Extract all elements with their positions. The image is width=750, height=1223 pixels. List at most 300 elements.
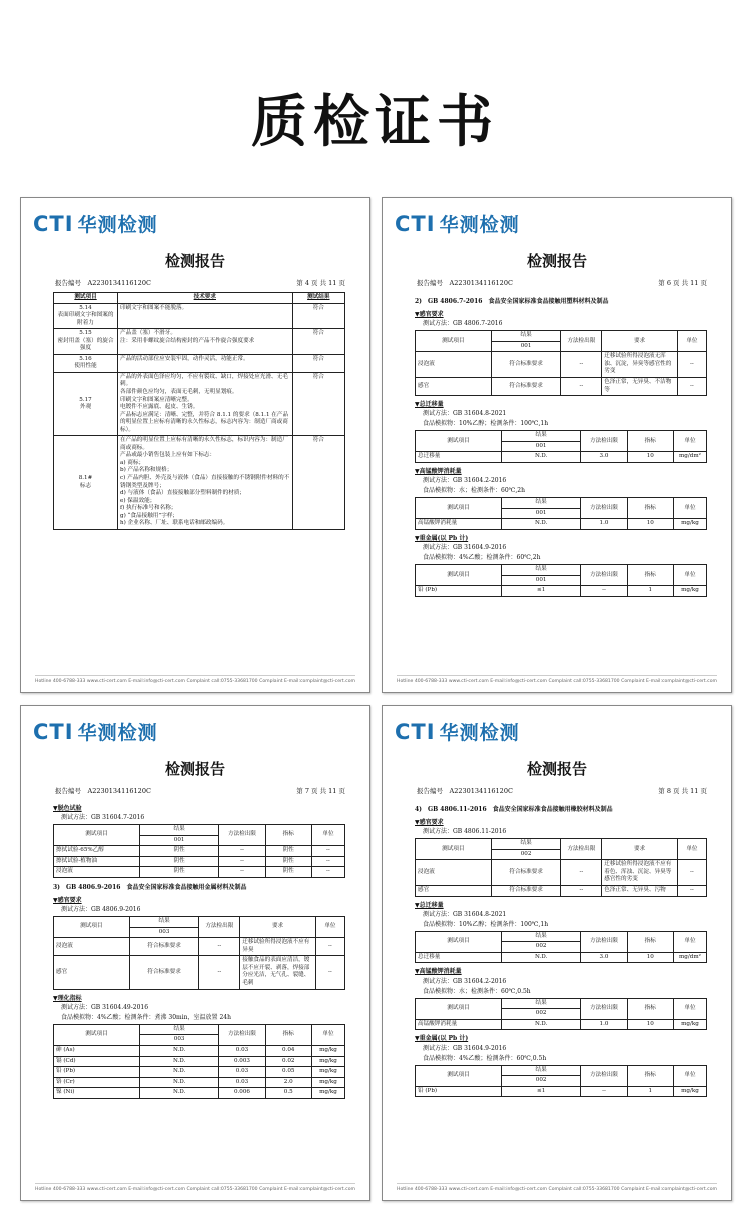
- table-cell: --: [219, 867, 265, 878]
- table-cell: 铅 (Pb): [416, 586, 502, 597]
- requirement-line: b) 产品名称和规格；: [120, 467, 173, 474]
- section-subtitle: ▼重金属(以 Pb 计): [415, 534, 469, 542]
- table-cell: N.D.: [501, 1019, 580, 1030]
- col-header: 测试项目: [416, 839, 492, 860]
- col-header: 要求: [602, 839, 678, 860]
- requirement-line: 印刷文字和图案不能脱落。: [120, 304, 188, 311]
- table-row: [54, 938, 345, 956]
- table-row: [54, 1077, 345, 1088]
- test-condition: 食品模拟物：4%乙酸；检测条件：60℃,2h: [423, 554, 541, 562]
- page-footer: Hotline 400-6788-333 www.cti-cert.com E-mail:info@cti-cert.com Complaint call:0755-33681700 Complaint E-mail:complaint@cti-cert.com: [397, 675, 717, 684]
- col-header: 结果: [501, 565, 580, 576]
- table-cell: 0.5: [265, 1088, 311, 1099]
- report-heading: 检测报告: [164, 760, 225, 778]
- requirement-cell: [118, 303, 293, 329]
- result-cell: 符合: [292, 372, 344, 435]
- table-cell: --: [219, 846, 265, 857]
- requirement-line: 产品标志应满足：清晰、完整，并符合 8.1.1 的要求（8.1.1 在产品的明显位置上应标有清晰的永久性标志，标志内容为：制造厂商或商标）。: [120, 411, 289, 433]
- table-row: [416, 586, 707, 597]
- section-subtitle: ▼总迁移量: [415, 901, 444, 909]
- table-cell: 总迁移量: [416, 452, 502, 463]
- results-table: [53, 1024, 345, 1099]
- requirement-cell: [118, 372, 293, 435]
- requirement-line: 在产品的明显位置上应标有清晰的永久性标志，标识内容为：制造厂商或商标。: [120, 437, 288, 451]
- table-cell: N.D.: [139, 1067, 218, 1078]
- col-header: 测试项目: [54, 825, 140, 846]
- requirement-line: a) 商标；: [120, 459, 145, 466]
- table-row: [54, 867, 345, 878]
- table-cell: --: [315, 956, 344, 989]
- table-row: [54, 329, 345, 355]
- col-header: 单位: [677, 839, 706, 860]
- table-cell: 0.003: [219, 1056, 265, 1067]
- report-number-line: 报告编号 A2230134116120C 第 6 页 共 11 页: [417, 279, 707, 287]
- col-header: 指标: [627, 1065, 673, 1086]
- col-header: 测试项目: [416, 931, 502, 952]
- table-cell: mg/kg: [673, 586, 706, 597]
- table-cell: 铬 (Cr): [54, 1077, 140, 1088]
- col-header: 测试项目: [416, 331, 492, 352]
- test-method: 测试方法：GB 31604.2-2016: [423, 977, 507, 985]
- report-number-line: 报告编号 A2230134116120C 第 8 页 共 11 页: [417, 787, 707, 795]
- table-cell: 10: [627, 952, 673, 963]
- test-method: 测试方法：GB 4806.9-2016: [61, 906, 141, 914]
- requirement-line: 注：采用非螺纹旋合结构密封的产品不作旋合强度要求: [120, 337, 255, 344]
- test-item-cell: [54, 329, 118, 355]
- requirement-line: c) 产品内胆、外壳及与液体（食品）直接接触的不锈钢附件材料的不锈钢类型及牌号；: [120, 475, 290, 489]
- table-row: [54, 956, 345, 989]
- col-header: 结果: [501, 998, 580, 1009]
- table-cell: --: [677, 886, 706, 897]
- table-cell: ≤1: [501, 1086, 580, 1097]
- col-header: 测试项目: [416, 431, 502, 452]
- table-cell: 符合标准要求: [129, 938, 199, 956]
- col-header: 测试项目: [54, 1024, 140, 1045]
- requirement-line: f) 执行标准号和名称；: [120, 505, 177, 512]
- sample-id: 001: [501, 575, 580, 586]
- table-cell: 感官: [416, 378, 492, 396]
- requirements-table: 测试项目 技术要求 测试结果 5.14 表面印刷文字和图案的附着力 印刷文字和图案不能脱落。 符合 5.15 密封用盖（塞）的旋合强度 产品盖（塞）不滑牙。 注：采用非螺纹旋合结构密封的产品不作旋合强度要求 符合 5.16 使用性能 产品的活动部位应安装牢固，动作灵活，功能正常。 符合 5.17 外观 产品的外表面色泽应均匀，不应有裂纹、缺口，焊接处应光滑、无毛刺。 各部件颜色应均匀，表面无毛刺，无明显划痕。 印刷文字和图案应清晰完整。 电镀件不应露底、起皮、生锈。 产品标志应满足：清晰、完整，并符合 8.1.1 的要求（8.1.1 在产品的明显位置上应标有清晰的永久性标志，标志内容为：制造厂商或商标）。 符合 8.1# 标志 在产品的明显位置上应标有清晰的永久性标志，标识内容为：制造厂商或商标。 产品或最小销售包装上应有如下标志： a) 商标； b) 产品名称和规格； c) 产品内胆、外壳及与液体（食品）直接接触的不锈钢附件材料的不锈钢类型及牌号； d) 与液体（食品）直接接触部分塑料制件的材质； e) 保温效能； f) 执行标准号和名称； g) “食品接触用”字样； h) 企业名称、厂址、联系电话和邮政编码。 符合: [53, 292, 345, 530]
- table-cell: 2.0: [265, 1077, 311, 1088]
- table-row: [416, 1086, 707, 1097]
- table-cell: --: [677, 352, 706, 378]
- col-header: 单位: [673, 1065, 706, 1086]
- col-header: 单位: [311, 1024, 344, 1045]
- results-table: [415, 564, 707, 597]
- col-header: 测试项目: [416, 1065, 502, 1086]
- test-method: 测试方法：GB 31604.8-2021: [423, 910, 507, 918]
- table-cell: 阴性: [265, 867, 311, 878]
- col-header: 方法检出限: [561, 331, 602, 352]
- col-header: 要求: [602, 331, 678, 352]
- report-number-line: 报告编号 A2230134116120C 第 4 页 共 11 页: [55, 279, 345, 287]
- report-heading: 检测报告: [164, 252, 225, 270]
- sample-id: 002: [501, 1076, 580, 1087]
- table-cell: 阴性: [265, 856, 311, 867]
- test-method: 测试方法：GB 31604.9-2016: [423, 1044, 507, 1052]
- section-subtitle: ▼感官要求: [415, 819, 444, 827]
- table-cell: 高锰酸钾消耗量: [416, 519, 502, 530]
- report-page-6: [382, 197, 732, 693]
- cti-logo: CTI 华测检测: [33, 720, 158, 744]
- clause-number: 5.14: [79, 304, 92, 311]
- table-cell: 铅 (Pb): [416, 1086, 502, 1097]
- clause-number: 8.1#: [78, 475, 93, 482]
- sample-id: 003: [129, 927, 199, 938]
- table-cell: 感官: [416, 886, 492, 897]
- table-cell: 1: [627, 1086, 673, 1097]
- table-cell: 3.0: [581, 452, 627, 463]
- test-condition: 食品模拟物：水；检测条件：60℃,2h: [423, 487, 525, 495]
- report-heading: 检测报告: [526, 252, 587, 270]
- table-cell: mg/kg: [673, 519, 706, 530]
- sample-id: 003: [139, 1035, 218, 1046]
- table-cell: 砷 (As): [54, 1045, 140, 1056]
- table-cell: 0.05: [265, 1067, 311, 1078]
- standard-section-title: 4) GB 4806.11-2016 食品安全国家标准食品接触用橡胶材料及制品: [415, 806, 613, 813]
- table-row: [54, 436, 345, 530]
- table-row: [416, 860, 707, 886]
- table-cell: 0.02: [265, 1056, 311, 1067]
- table-cell: mg/kg: [311, 1088, 344, 1099]
- table-cell: 阴性: [139, 867, 218, 878]
- col-header: 结果: [501, 498, 580, 509]
- col-header: 结果: [129, 917, 199, 928]
- table-cell: 迁移试验所得浸泡液不应有异臭: [240, 938, 316, 956]
- table-cell: 0.03: [219, 1045, 265, 1056]
- col-header: 结果: [139, 825, 218, 836]
- table-cell: 迁移试验所得浸泡液不应有着色、浑浊、沉淀、异臭等感官性的劣变: [602, 860, 678, 886]
- test-method: 测试方法：GB 31604.8-2021: [423, 410, 507, 418]
- table-row: [54, 354, 345, 372]
- table-cell: N.D.: [139, 1088, 218, 1099]
- requirement-cell: [118, 329, 293, 355]
- table-cell: 3.0: [581, 952, 627, 963]
- result-cell: 符合: [292, 436, 344, 530]
- col-header: 结果: [491, 839, 561, 850]
- results-table: [415, 931, 707, 964]
- col-header: 方法检出限: [581, 1065, 627, 1086]
- table-row: [416, 519, 707, 530]
- col-header: 单位: [677, 331, 706, 352]
- section-subtitle: ▼脱色试验: [53, 805, 82, 812]
- requirement-line: 产品或最小销售包装上应有如下标志：: [120, 452, 216, 459]
- results-table: [415, 497, 707, 530]
- col-header: 指标: [627, 431, 673, 452]
- table-cell: N.D.: [139, 1056, 218, 1067]
- table-cell: 浸泡液: [54, 938, 130, 956]
- item-name: 标志: [79, 482, 92, 489]
- result-cell: 符合: [292, 303, 344, 329]
- table-row: [54, 856, 345, 867]
- clause-number: 5.17: [79, 396, 92, 403]
- sample-id: 001: [491, 341, 561, 352]
- section-subtitle: ▼理化指标: [53, 994, 82, 1002]
- table-cell: 0.03: [219, 1067, 265, 1078]
- col-header: 单位: [673, 498, 706, 519]
- requirement-line: 产品的活动部位应安装牢固，动作灵活，功能正常。: [120, 355, 249, 362]
- table-row: [54, 372, 345, 435]
- table-row: [54, 846, 345, 857]
- clause-number: 5.16: [79, 355, 92, 362]
- col-header: 测试项目: [416, 565, 502, 586]
- table-cell: mg/dm²: [673, 952, 706, 963]
- table-cell: --: [581, 586, 627, 597]
- table-cell: 擦拭试验-植物油: [54, 856, 140, 867]
- results-table: [415, 430, 707, 463]
- requirement-line: 各部件颜色应均匀，表面无毛刺，无明显划痕。: [120, 389, 238, 396]
- page-footer: Hotline 400-6788-333 www.cti-cert.com E-mail:info@cti-cert.com Complaint call:0755-33681700 Complaint E-mail:complaint@cti-cert.com: [35, 675, 355, 684]
- table-cell: 接触食品的表面应清洁，镀层不应开裂、剥落，焊接部分应光洁，无气孔、裂缝、毛刺: [240, 956, 316, 989]
- clause-number: 5.15: [79, 330, 92, 337]
- col-header: 方法检出限: [581, 998, 627, 1019]
- table-cell: N.D.: [139, 1077, 218, 1088]
- col-header: 方法检出限: [219, 1024, 265, 1045]
- requirement-line: 产品盖（塞）不滑牙。: [120, 330, 176, 337]
- page-footer: Hotline 400-6788-333 www.cti-cert.com E-mail:info@cti-cert.com Complaint call:0755-33681700 Complaint E-mail:complaint@cti-cert.com: [35, 1183, 355, 1192]
- table-cell: 阴性: [265, 846, 311, 857]
- col-header: 单位: [673, 998, 706, 1019]
- table-cell: mg/kg: [311, 1077, 344, 1088]
- table-cell: ≤1: [501, 586, 580, 597]
- cti-logo: CTI 华测检测: [395, 212, 520, 236]
- table-cell: N.D.: [139, 1045, 218, 1056]
- col-header: 指标: [627, 565, 673, 586]
- table-row: [416, 1019, 707, 1030]
- table-cell: 镍 (Ni): [54, 1088, 140, 1099]
- table-cell: 色泽正常，无异臭、不洁物等: [602, 378, 678, 396]
- table-cell: mg/kg: [673, 1019, 706, 1030]
- page-footer: Hotline 400-6788-333 www.cti-cert.com E-mail:info@cti-cert.com Complaint call:0755-33681700 Complaint E-mail:complaint@cti-cert.com: [397, 1183, 717, 1192]
- col-header: 测试项目: [416, 498, 502, 519]
- section-subtitle: ▼感官要求: [53, 897, 82, 905]
- table-cell: 浸泡液: [416, 860, 492, 886]
- table-cell: 镉 (Cd): [54, 1056, 140, 1067]
- results-table: [53, 916, 345, 989]
- standard-section-title: 3) GB 4806.9-2016 食品安全国家标准食品接触用金属材料及制品: [53, 883, 247, 891]
- table-row: [54, 1056, 345, 1067]
- test-method: 测试方法：GB 31604.9-2016: [423, 544, 507, 552]
- item-name: 使用性能: [74, 363, 97, 370]
- item-name: 表面印刷文字和图案的附着力: [57, 312, 114, 326]
- table-cell: --: [311, 867, 344, 878]
- report-page-7: [20, 705, 370, 1201]
- item-name: 外观: [79, 404, 92, 411]
- table-cell: mg/kg: [311, 1067, 344, 1078]
- table-cell: 1.0: [581, 1019, 627, 1030]
- table-cell: mg/kg: [311, 1045, 344, 1056]
- section-subtitle: ▼高锰酸钾消耗量: [415, 968, 462, 976]
- table-cell: N.D.: [501, 519, 580, 530]
- report-page-8: [382, 705, 732, 1201]
- col-header: 指标: [627, 931, 673, 952]
- table-cell: 符合标准要求: [129, 956, 199, 989]
- col-header: 指标: [627, 998, 673, 1019]
- result-cell: 符合: [292, 329, 344, 355]
- table-cell: 10: [627, 1019, 673, 1030]
- table-cell: 感官: [54, 956, 130, 989]
- requirement-line: h) 企业名称、厂址、联系电话和邮政编码。: [120, 520, 229, 527]
- section-subtitle: ▼总迁移量: [415, 401, 444, 409]
- test-method: 测试方法：GB 4806.7-2016: [423, 320, 503, 328]
- table-row: [416, 952, 707, 963]
- table-cell: 阴性: [139, 856, 218, 867]
- standard-section-title: 2) GB 4806.7-2016 食品安全国家标准食品接触用塑料材料及制品: [415, 298, 609, 305]
- test-item-cell: [54, 436, 118, 530]
- report-page-4: [20, 197, 370, 693]
- test-item-cell: [54, 372, 118, 435]
- requirement-cell: [118, 436, 293, 530]
- results-table: [415, 1065, 707, 1098]
- page-title: 质检证书: [251, 90, 499, 155]
- table-cell: 阴性: [139, 846, 218, 857]
- col-header: 方法检出限: [581, 431, 627, 452]
- section-subtitle: ▼重金属(以 Pb 计): [415, 1035, 469, 1043]
- results-table: [415, 330, 707, 396]
- table-row: [416, 886, 707, 897]
- sample-id: 002: [501, 942, 580, 953]
- col-header: 结果: [501, 1065, 580, 1076]
- sample-id: 001: [501, 508, 580, 519]
- table-row: [54, 1067, 345, 1078]
- report-number-line: 报告编号 A2230134116120C 第 7 页 共 11 页: [55, 787, 345, 795]
- table-cell: N.D.: [501, 952, 580, 963]
- col-header: 方法检出限: [581, 498, 627, 519]
- table-cell: --: [581, 1086, 627, 1097]
- col-header: 方法检出限: [219, 825, 265, 846]
- col-header: 测试项目: [54, 917, 130, 938]
- test-condition: 食品模拟物：10%乙醇；检测条件：100℃,1h: [423, 920, 549, 928]
- col-header: 指标: [627, 498, 673, 519]
- test-item-cell: [54, 354, 118, 372]
- test-item-cell: [54, 303, 118, 329]
- report-heading: 检测报告: [526, 760, 587, 778]
- sample-id: 002: [491, 849, 561, 860]
- table-row: [54, 303, 345, 329]
- table-cell: mg/kg: [311, 1056, 344, 1067]
- section-subtitle: ▼高锰酸钾消耗量: [415, 468, 462, 476]
- table-cell: 铅 (Pb): [54, 1067, 140, 1078]
- col-header: 指标: [265, 825, 311, 846]
- col-header: 方法检出限: [199, 917, 240, 938]
- cti-logo: CTI 华测检测: [33, 212, 158, 236]
- table-cell: 擦拭试验-65%乙醇: [54, 846, 140, 857]
- item-name: 密封用盖（塞）的旋合强度: [57, 337, 114, 352]
- table-cell: 符合标准要求: [491, 860, 561, 886]
- table-row: [416, 452, 707, 463]
- table-cell: --: [561, 886, 602, 897]
- test-condition: 食品模拟物：水；检测条件：60℃,0.5h: [423, 987, 531, 995]
- sample-id: 001: [139, 835, 218, 846]
- col-header: 结果: [501, 931, 580, 942]
- table-row: [416, 352, 707, 378]
- table-cell: 1: [627, 586, 673, 597]
- requirement-line: 电镀件不应露底、起皮、生锈。: [120, 404, 199, 411]
- requirement-line: e) 保温效能；: [120, 497, 156, 504]
- requirement-line: d) 与液体（食品）直接接触部分塑料制件的材质；: [120, 490, 246, 497]
- sample-id: 001: [501, 441, 580, 452]
- col-header: 方法检出限: [581, 931, 627, 952]
- table-cell: 10: [627, 452, 673, 463]
- requirement-cell: [118, 354, 293, 372]
- requirement-line: g) “食品接触用”字样；: [120, 512, 179, 519]
- table-row: [416, 378, 707, 396]
- result-cell: 符合: [292, 354, 344, 372]
- test-method: 测试方法：GB 31604.2-2016: [423, 477, 507, 485]
- table-cell: --: [311, 846, 344, 857]
- table-cell: mg/dm²: [673, 452, 706, 463]
- table-cell: 总迁移量: [416, 952, 502, 963]
- col-header: 结果: [501, 431, 580, 442]
- sample-id: 002: [501, 1009, 580, 1020]
- test-method: 测试方法：GB 31604.7-2016: [61, 814, 145, 822]
- test-method: 测试方法：GB 31604.49-2016: [61, 1003, 149, 1011]
- test-condition: 食品模拟物：4%乙酸；检测条件：60℃,0.5h: [423, 1054, 547, 1062]
- col-header: 结果: [139, 1024, 218, 1035]
- table-row: [54, 1045, 345, 1056]
- col-header: 结果: [491, 331, 561, 342]
- table-cell: --: [677, 860, 706, 886]
- section-subtitle: ▼感官要求: [415, 311, 444, 319]
- col-header: 单位: [673, 565, 706, 586]
- table-cell: --: [561, 860, 602, 886]
- col-header: 单位: [315, 917, 344, 938]
- table-cell: --: [315, 938, 344, 956]
- table-cell: 符合标准要求: [491, 378, 561, 396]
- col-header: 单位: [673, 931, 706, 952]
- table-cell: --: [311, 856, 344, 867]
- table-cell: --: [561, 352, 602, 378]
- table-cell: N.D.: [501, 452, 580, 463]
- cti-logo: CTI 华测检测: [395, 720, 520, 744]
- col-header: 方法检出限: [581, 565, 627, 586]
- results-table: [415, 998, 707, 1031]
- table-cell: 高锰酸钾消耗量: [416, 1019, 502, 1030]
- table-cell: --: [561, 378, 602, 396]
- table-cell: 符合标准要求: [491, 352, 561, 378]
- table-cell: 1.0: [581, 519, 627, 530]
- col-header: 方法检出限: [561, 839, 602, 860]
- results-table: [415, 838, 707, 896]
- table-cell: --: [219, 856, 265, 867]
- table-cell: --: [199, 938, 240, 956]
- results-table: [53, 824, 345, 878]
- table-cell: 0.006: [219, 1088, 265, 1099]
- table-cell: 迁移试验所得浸泡液无浑浊、沉淀，异臭等感官性的劣变: [602, 352, 678, 378]
- requirement-line: 产品的外表面色泽应均匀，不应有裂纹、缺口，焊接处应光滑、无毛刺。: [120, 373, 288, 388]
- col-header: 单位: [673, 431, 706, 452]
- table-cell: mg/kg: [673, 1086, 706, 1097]
- table-cell: 浸泡液: [54, 867, 140, 878]
- table-cell: 符合标准要求: [491, 886, 561, 897]
- table-cell: 0.03: [219, 1077, 265, 1088]
- table-cell: 10: [627, 519, 673, 530]
- test-method: 测试方法：GB 4806.11-2016: [423, 828, 507, 836]
- col-header: 指标: [265, 1024, 311, 1045]
- col-header: 测试项目: [416, 998, 502, 1019]
- table-cell: 浸泡液: [416, 352, 492, 378]
- table-row: [54, 1088, 345, 1099]
- requirement-line: 印刷文字和图案应清晰完整。: [120, 396, 193, 403]
- col-header: 要求: [240, 917, 316, 938]
- table-cell: --: [677, 378, 706, 396]
- table-cell: 0.04: [265, 1045, 311, 1056]
- table-cell: 色泽正常、无异臭、污物: [602, 886, 678, 897]
- col-header: 单位: [311, 825, 344, 846]
- test-condition: 食品模拟物：10%乙醇；检测条件：100℃,1h: [423, 420, 549, 428]
- table-cell: --: [199, 956, 240, 989]
- test-condition: 食品模拟物：4%乙酸；检测条件：煮沸 30min，室温放置 24h: [61, 1013, 231, 1021]
